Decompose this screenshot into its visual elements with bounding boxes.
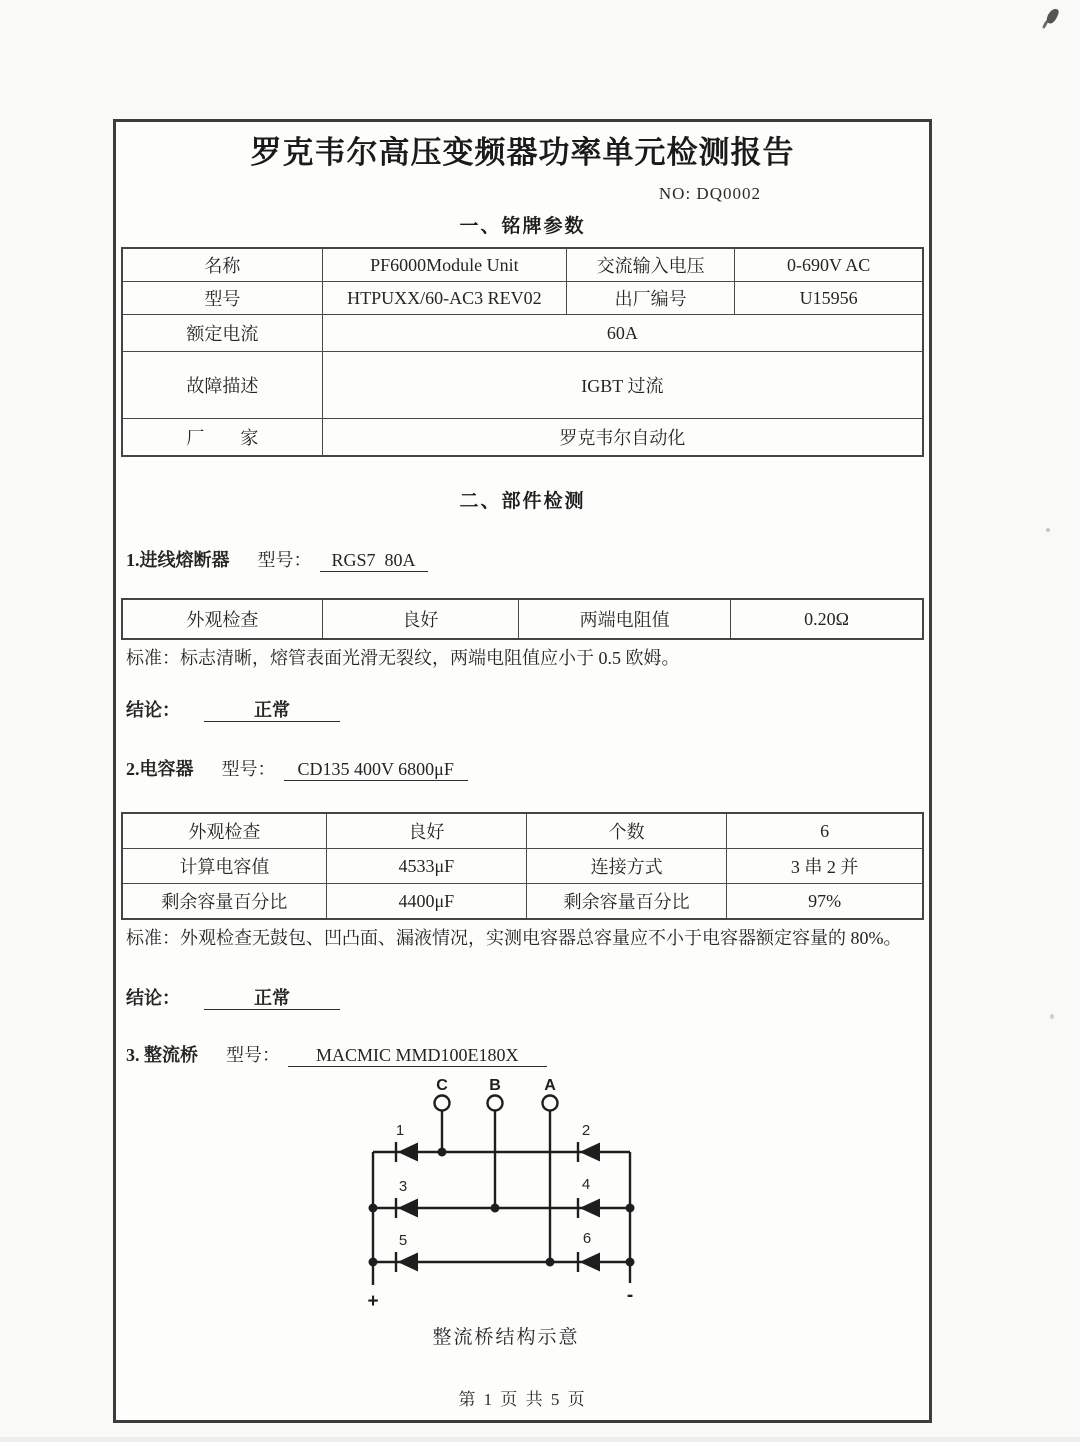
table-row [122, 884, 923, 920]
table-row [122, 849, 923, 884]
diode-6 [580, 1253, 601, 1272]
page-footer: 第 1 页 共 5 页 [458, 1390, 587, 1409]
cell-value: 6 [727, 813, 923, 849]
cell-value: 4533μF [326, 849, 526, 884]
capacitor-name: 2.电容器 [126, 759, 194, 779]
table-row [122, 419, 923, 457]
page-title: 罗克韦尔高压变频器功率单元检测报告 [250, 135, 795, 170]
cell-label: 出厂编号 [567, 282, 735, 315]
table-row [122, 248, 923, 282]
cell-label: 个数 [527, 813, 727, 849]
cell-label: 型号 [122, 282, 322, 315]
diode-5 [398, 1253, 419, 1272]
cell-label: 名称 [122, 248, 322, 282]
diode-number: 6 [582, 1230, 592, 1247]
fuse-model-value: RGS7 80A [320, 550, 428, 572]
capacitor-standard-note: 标准：外观检查无鼓包、凹凸面、漏液情况，实测电容器总容量应不小于电容器额定容量的 80%。 [126, 928, 902, 948]
fuse-table [121, 598, 924, 640]
cell-value: 4400μF [326, 884, 526, 920]
table-row [122, 315, 923, 352]
model-label: 型号： [221, 759, 276, 779]
cell-value: 0-690V AC [735, 248, 923, 282]
cell-label: 计算电容值 [122, 849, 326, 884]
diode-number: 2 [581, 1122, 591, 1139]
cell-value: 0.20Ω [731, 599, 923, 639]
capacitor-section-title [116, 758, 929, 781]
table-row [122, 282, 923, 315]
cell-value: 60A [322, 315, 923, 352]
conclusion-label: 结论： [126, 700, 180, 720]
diode-3 [398, 1199, 419, 1218]
table-row [122, 813, 923, 849]
doc-number: NO: DQ0002 [658, 184, 761, 203]
fuse-section-title [116, 549, 929, 572]
cell-value: 良好 [322, 599, 518, 639]
capacitor-table [121, 812, 924, 920]
cell-label: 厂 家 [122, 419, 322, 457]
conclusion-label: 结论： [126, 988, 180, 1008]
terminal-label-a: A [544, 1077, 556, 1094]
diode-number: 5 [398, 1232, 408, 1249]
fuse-standard-note: 标准：标志清晰，熔管表面光滑无裂纹，两端电阻值应小于 0.5 欧姆。 [126, 648, 680, 668]
cell-label: 剩余容量百分比 [527, 884, 727, 920]
diode-4 [580, 1199, 601, 1218]
rectifier-section-title [116, 1044, 929, 1067]
cell-label: 剩余容量百分比 [122, 884, 326, 920]
capacitor-table-wrap [116, 812, 929, 920]
section-heading-nameplate: 一、铭牌参数 [459, 216, 586, 237]
section-heading-parts: 二、部件检测 [459, 491, 586, 512]
fuse-table-wrap [116, 598, 929, 640]
capacitor-model-value: CD135 400V 6800μF [284, 759, 468, 781]
conclusion-value: 正常 [204, 700, 340, 722]
rectifier-name: 3. 整流桥 [126, 1045, 198, 1065]
conclusion-value: 正常 [204, 988, 340, 1010]
rectifier-bridge-diagram [350, 1077, 660, 1312]
diode-1 [398, 1143, 419, 1162]
diagram-caption: 整流桥结构示意 [432, 1327, 580, 1348]
cell-value: 3 串 2 并 [727, 849, 923, 884]
diode-2 [580, 1143, 601, 1162]
cell-label: 额定电流 [122, 315, 322, 352]
cell-label: 两端电阻值 [518, 599, 730, 639]
fuse-conclusion [116, 699, 929, 722]
report-page-frame [113, 119, 932, 1423]
diode-number: 1 [395, 1122, 405, 1139]
cell-label: 外观检查 [122, 813, 326, 849]
terminal-circle-c [435, 1096, 450, 1111]
terminal-label-b: B [489, 1077, 501, 1094]
diode-number: 4 [581, 1176, 591, 1193]
nameplate-table-wrap [116, 247, 929, 457]
scan-speck [1050, 1014, 1054, 1019]
cell-value: 良好 [326, 813, 526, 849]
table-row [122, 599, 923, 639]
rectifier-model-value: MACMIC MMD100E180X [288, 1045, 547, 1067]
cell-label: 故障描述 [122, 352, 322, 419]
model-label: 型号： [257, 550, 312, 570]
terminal-label-c: C [436, 1077, 448, 1094]
model-label: 型号： [226, 1045, 280, 1065]
scan-edge-shadow [0, 1437, 1080, 1442]
nameplate-table [121, 247, 924, 457]
cell-value: U15956 [735, 282, 923, 315]
fuse-name: 1.进线熔断器 [126, 550, 230, 570]
cell-value: 罗克韦尔自动化 [322, 419, 923, 457]
cell-value: IGBT 过流 [322, 352, 923, 419]
cell-label: 交流输入电压 [567, 248, 735, 282]
capacitor-conclusion [116, 987, 929, 1010]
minus-label: - [626, 1285, 634, 1306]
scan-speck [1046, 528, 1050, 532]
cell-value: HTPUXX/60-AC3 REV02 [322, 282, 566, 315]
cell-value: PF6000Module Unit [322, 248, 566, 282]
scan-artifact [1045, 7, 1060, 25]
cell-label: 连接方式 [527, 849, 727, 884]
cell-label: 外观检查 [122, 599, 322, 639]
terminal-circle-a [543, 1096, 558, 1111]
terminal-circle-b [488, 1096, 503, 1111]
cell-value: 97% [727, 884, 923, 920]
plus-label: + [367, 1291, 379, 1312]
diode-number: 3 [398, 1178, 408, 1195]
table-row [122, 352, 923, 419]
